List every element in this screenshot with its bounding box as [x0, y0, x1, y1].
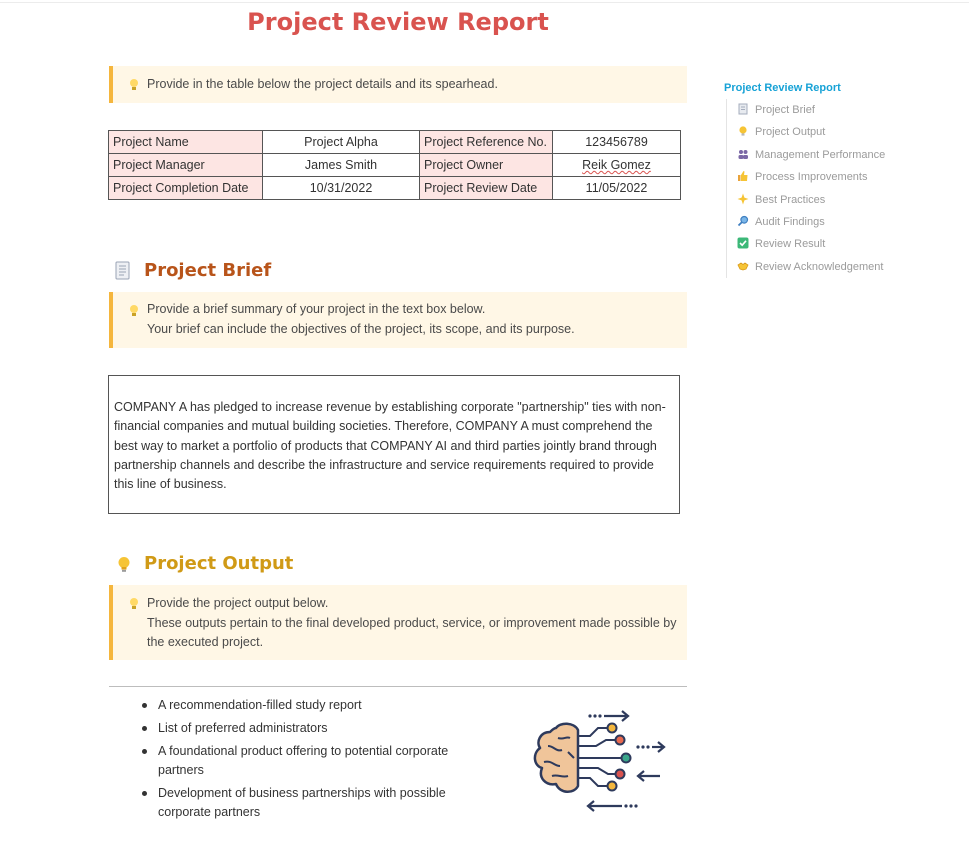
scroll-icon	[737, 103, 749, 115]
lightbulb-icon	[128, 78, 140, 92]
project-name-label: Project Name	[109, 131, 263, 154]
output-callout	[109, 585, 687, 660]
toc-item-label: Review Result	[755, 238, 826, 251]
project-details-table	[108, 130, 681, 200]
brain-circuit-illustration	[528, 702, 678, 822]
list-item: A foundational product offering to potential corporate partners	[138, 742, 488, 780]
list-item: Development of business partnerships with possible corporate partners	[138, 784, 488, 822]
lightbulb-icon	[117, 556, 131, 574]
project-brief-heading: Project Brief	[144, 260, 272, 281]
project-output-heading: Project Output	[144, 553, 294, 574]
completion-date-value[interactable]: 10/31/2022	[263, 177, 420, 200]
toc-item-process-improvements[interactable]	[737, 166, 964, 188]
toc-item-label: Management Performance	[755, 148, 886, 161]
toc-item-project-brief[interactable]	[737, 99, 964, 121]
project-reference-value[interactable]: 123456789	[553, 131, 681, 154]
toc-list	[726, 99, 964, 278]
table-of-contents	[724, 82, 964, 278]
toc-item-review-result[interactable]	[737, 233, 964, 255]
toc-item-project-output[interactable]	[737, 121, 964, 143]
brief-callout-line1: Provide a brief summary of your project in the text box below.	[147, 302, 486, 316]
project-owner-value[interactable]	[553, 154, 681, 177]
list-item: A recommendation-filled study report	[138, 696, 488, 715]
people-icon	[737, 148, 749, 160]
brief-callout-line2: Your brief can include the objectives of the project, its scope, and its purpose.	[147, 321, 575, 336]
project-owner-text: Reik Gomez	[582, 158, 651, 172]
toc-item-management-performance[interactable]	[737, 144, 964, 166]
output-list	[138, 696, 488, 826]
brief-callout-text	[147, 300, 679, 339]
intro-callout	[109, 66, 687, 103]
toc-item-label: Review Acknowledgement	[755, 260, 884, 273]
project-manager-value[interactable]: James Smith	[263, 154, 420, 177]
project-brief-textbox[interactable]: COMPANY A has pledged to increase revenue by establishing corporate "partnership" ties with non-financial companies and mutual building societies. Therefore, COMPANY A must comprehend the best way to market a portfolio of products that COMPANY AI and third parties jointly brand through partnership channels and describe the infrastructure and service requirements required to provide this line of business.	[108, 375, 680, 514]
lightbulb-icon	[737, 125, 749, 137]
completion-date-label: Project Completion Date	[109, 177, 263, 200]
handshake-icon	[737, 260, 749, 272]
project-name-value[interactable]: Project Alpha	[263, 131, 420, 154]
section-divider	[109, 686, 687, 687]
project-reference-label: Project Reference No.	[420, 131, 553, 154]
table-row	[109, 131, 681, 154]
toc-item-review-acknowledgement[interactable]	[737, 256, 964, 278]
review-date-value[interactable]: 11/05/2022	[553, 177, 681, 200]
list-item: List of preferred administrators	[138, 719, 488, 738]
scroll-icon	[114, 261, 132, 281]
sparkle-icon	[737, 193, 749, 205]
brief-callout	[109, 292, 687, 348]
output-callout-text	[147, 594, 679, 653]
toc-item-audit-findings[interactable]	[737, 211, 964, 233]
output-callout-line2: These outputs pertain to the final developed product, service, or improvement made possible by the executed project.	[147, 615, 677, 649]
thumbs-up-icon	[737, 170, 749, 182]
lightbulb-icon	[128, 597, 140, 611]
toc-title[interactable]: Project Review Report	[724, 82, 841, 94]
page-title: Project Review Report	[247, 8, 549, 36]
magnifier-icon	[737, 215, 749, 227]
table-row	[109, 154, 681, 177]
toc-item-label: Audit Findings	[755, 215, 825, 228]
table-row	[109, 177, 681, 200]
checkmark-icon	[737, 237, 749, 249]
review-date-label: Project Review Date	[420, 177, 553, 200]
top-divider	[0, 2, 969, 3]
toc-item-best-practices[interactable]	[737, 189, 964, 211]
project-manager-label: Project Manager	[109, 154, 263, 177]
toc-item-label: Process Improvements	[755, 171, 868, 184]
intro-callout-text: Provide in the table below the project details and its spearhead.	[147, 77, 498, 91]
toc-item-label: Project Brief	[755, 104, 815, 116]
project-owner-label: Project Owner	[420, 154, 553, 177]
output-callout-line1: Provide the project output below.	[147, 596, 329, 610]
toc-item-label: Project Output	[755, 126, 826, 139]
lightbulb-icon	[128, 304, 140, 318]
toc-item-label: Best Practices	[755, 193, 826, 206]
